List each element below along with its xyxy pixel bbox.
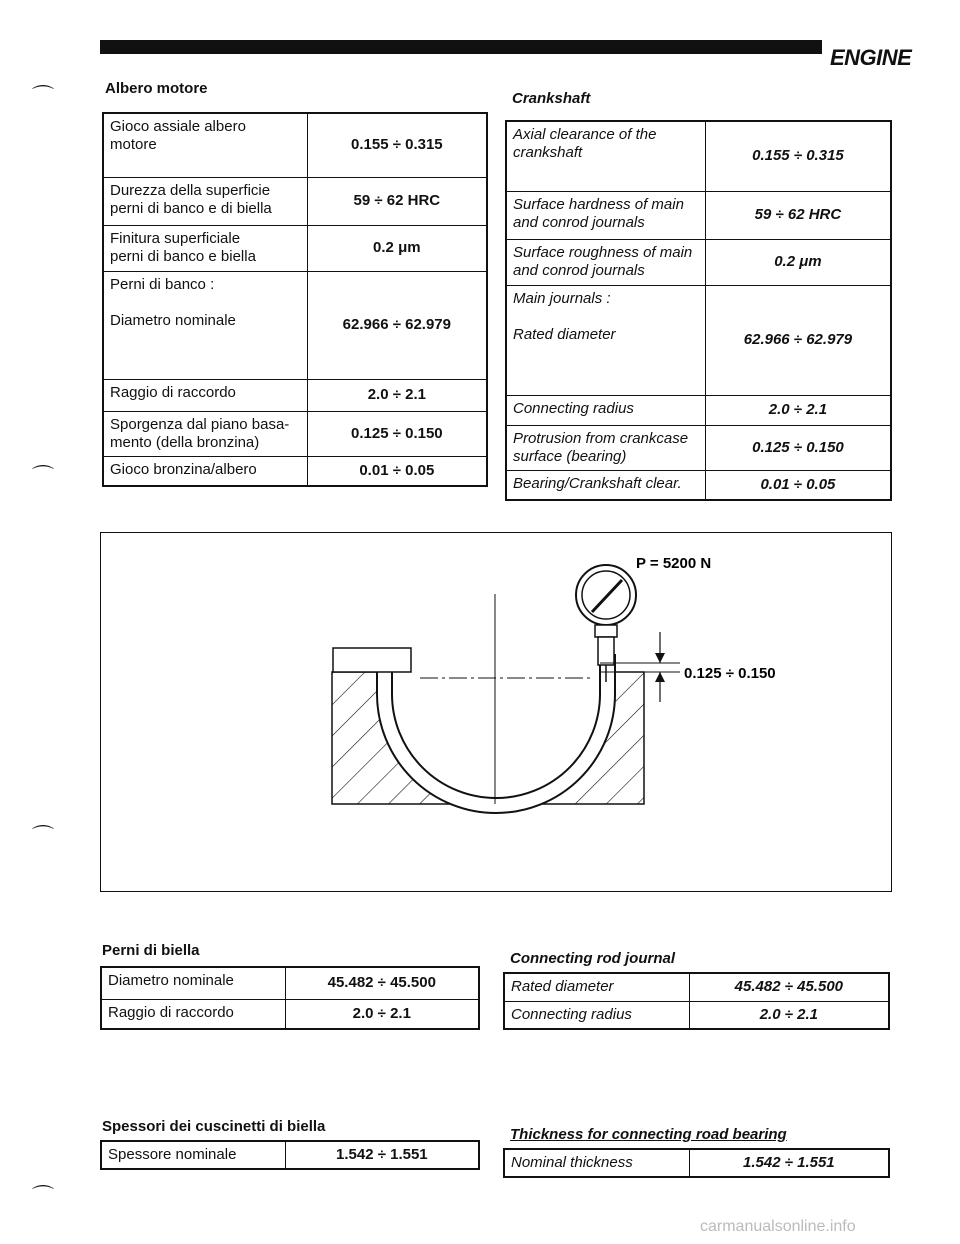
table-row [504, 1149, 889, 1177]
row-label: Bearing/Crankshaft clear. [506, 470, 705, 500]
bearing-spec-table-en [503, 1148, 890, 1178]
header-bar [100, 40, 822, 54]
row-label: Spessore nominale [101, 1141, 285, 1169]
table-row [103, 225, 487, 271]
section-label: ENGINE [830, 45, 912, 70]
row-label: Raggio di raccordo [101, 999, 285, 1029]
margin-mark: ⌒ [32, 464, 55, 489]
table-row [103, 379, 487, 411]
row-label: Durezza della superficie perni di banco e di biella [103, 177, 307, 225]
row-label: Protrusion from crankcase surface (bearing) [506, 425, 705, 470]
section-title-crankshaft-it: Albero motore [105, 80, 208, 97]
row-value: 59 ÷ 62 HRC [307, 177, 487, 225]
row-label: Rated diameter [504, 973, 689, 1001]
section-title-bearing-en: Thickness for connecting road bearing [510, 1126, 787, 1143]
row-label: Main journals : Rated diameter [506, 285, 705, 395]
row-label: Surface hardness of main and conrod journals [506, 191, 705, 239]
margin-mark: ⌒ [32, 84, 55, 109]
row-value: 62.966 ÷ 62.979 [307, 271, 487, 379]
table-row [506, 470, 891, 500]
row-label: Perni di banco : Diametro nominale [103, 271, 307, 379]
watermark: carmanualsonline.info [700, 1218, 856, 1235]
row-label: Axial clearance of the crankshaft [506, 121, 705, 191]
table-row [101, 999, 479, 1029]
row-label: Raggio di raccordo [103, 379, 307, 411]
row-value: 0.155 ÷ 0.315 [307, 113, 487, 177]
table-row [506, 191, 891, 239]
row-value: 0.155 ÷ 0.315 [705, 121, 891, 191]
conrod-spec-table-it [100, 966, 480, 1030]
section-title-bearing-it: Spessori dei cuscinetti di biella [102, 1118, 326, 1135]
row-value: 0.125 ÷ 0.150 [307, 411, 487, 456]
protrusion-label: 0.125 ÷ 0.150 [684, 665, 776, 682]
row-value: 45.482 ÷ 45.500 [689, 973, 889, 1001]
row-value: 1.542 ÷ 1.551 [689, 1149, 889, 1177]
table-row [101, 1141, 479, 1169]
row-value: 0.2 μm [705, 239, 891, 285]
section-title-conrod-en: Connecting rod journal [510, 950, 675, 967]
row-value: 2.0 ÷ 2.1 [705, 395, 891, 425]
table-row [506, 239, 891, 285]
row-value: 0.01 ÷ 0.05 [705, 470, 891, 500]
table-row [504, 1001, 889, 1029]
row-value: 0.125 ÷ 0.150 [705, 425, 891, 470]
conrod-spec-table-en [503, 972, 890, 1030]
table-row [101, 967, 479, 999]
margin-mark: ⌒ [32, 824, 55, 849]
section-title-conrod-it: Perni di biella [102, 942, 200, 959]
row-label: Sporgenza dal piano basa- mento (della bronzina) [103, 411, 307, 456]
row-label: Gioco assiale albero motore [103, 113, 307, 177]
crankshaft-spec-table-en [505, 120, 892, 501]
table-row [103, 411, 487, 456]
housing-block [332, 648, 644, 813]
table-row [506, 121, 891, 191]
table-row [506, 395, 891, 425]
row-value: 2.0 ÷ 2.1 [285, 999, 479, 1029]
row-label: Gioco bronzina/albero [103, 456, 307, 486]
table-row [504, 973, 889, 1001]
table-row [506, 425, 891, 470]
row-label: Surface roughness of main and conrod journals [506, 239, 705, 285]
table-row [103, 113, 487, 177]
row-value: 1.542 ÷ 1.551 [285, 1141, 479, 1169]
load-label: P = 5200 N [636, 555, 712, 572]
row-value: 0.2 μm [307, 225, 487, 271]
row-value: 59 ÷ 62 HRC [705, 191, 891, 239]
row-label: Diametro nominale [101, 967, 285, 999]
table-row [506, 285, 891, 395]
row-label: Nominal thickness [504, 1149, 689, 1177]
margin-mark: ⌒ [32, 1184, 55, 1209]
table-row [103, 271, 487, 379]
row-label: Connecting radius [504, 1001, 689, 1029]
row-label: Finitura superficiale perni di banco e biella [103, 225, 307, 271]
row-label: Connecting radius [506, 395, 705, 425]
row-value: 0.01 ÷ 0.05 [307, 456, 487, 486]
table-row [103, 456, 487, 486]
bearing-spec-table-it [100, 1140, 480, 1170]
row-value: 45.482 ÷ 45.500 [285, 967, 479, 999]
crankshaft-spec-table-it [102, 112, 488, 487]
row-value: 2.0 ÷ 2.1 [689, 1001, 889, 1029]
table-row [103, 177, 487, 225]
row-value: 62.966 ÷ 62.979 [705, 285, 891, 395]
bearing-protrusion-diagram [100, 532, 892, 892]
row-value: 2.0 ÷ 2.1 [307, 379, 487, 411]
section-title-crankshaft-en: Crankshaft [512, 90, 591, 107]
